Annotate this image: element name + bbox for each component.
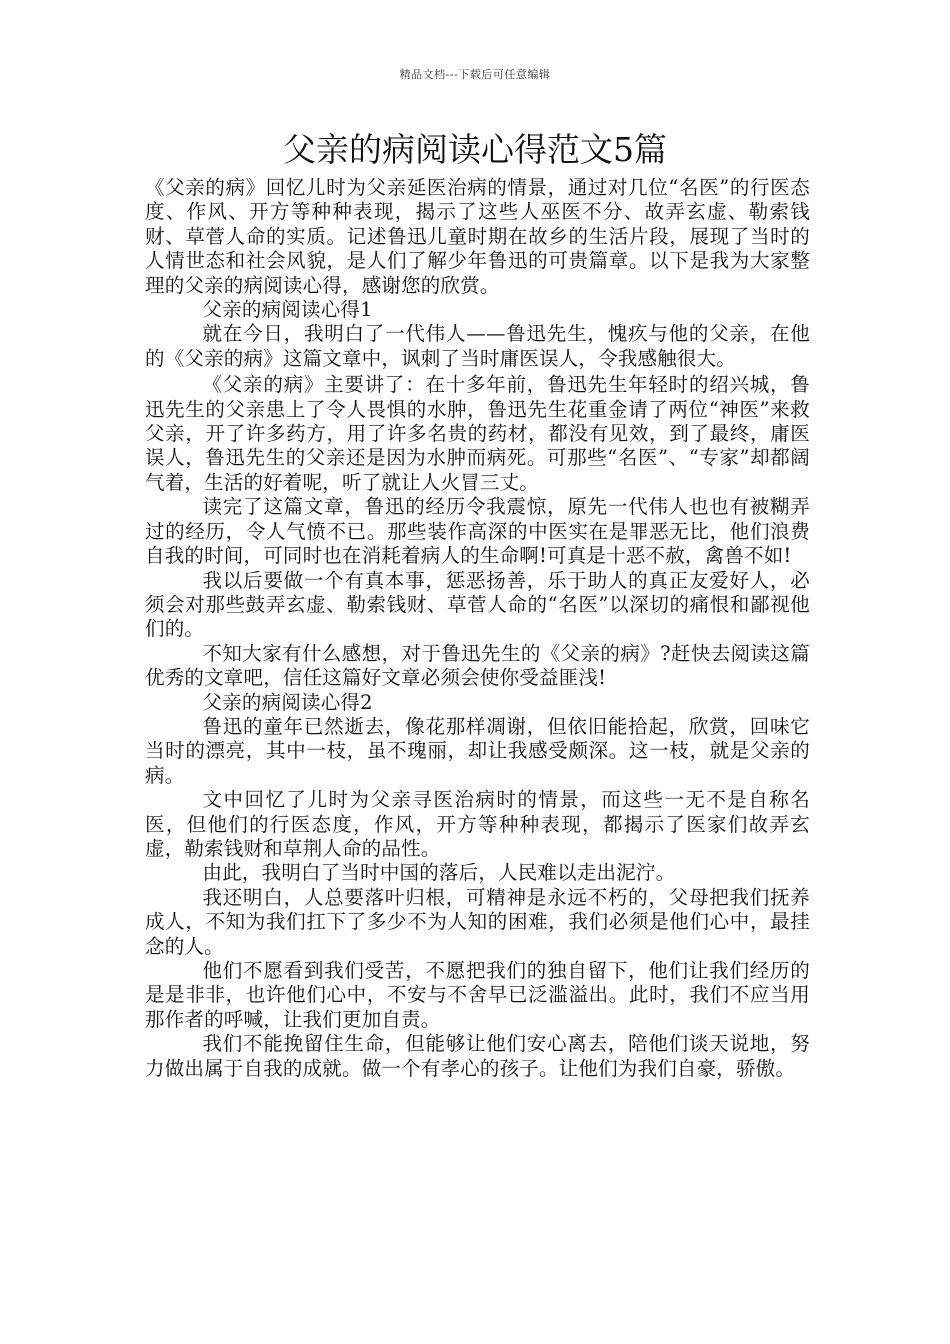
body-paragraph: 《父亲的病》主要讲了：在十多年前，鲁迅先生年轻时的绍兴城，鲁迅先生的父亲患上了令人畏惧的水肿，鲁迅先生花重金请了两位“神医”来救父亲，开了许多药方，用了许多名贵的药材，都没有见效，到了最终，庸医误人，鲁迅先生的父亲还是因为水肿而病死。可那些“名医”、“专家”却都阔气着，生活的好着呢，听了就让人火冒三丈。 — [145, 373, 810, 494]
document-title: 父亲的病阅读心得范文5篇 — [283, 130, 667, 169]
section-heading-2: 父亲的病阅读心得2 — [202, 690, 373, 714]
body-paragraph: 我以后要做一个有真本事，惩恶扬善，乐于助人的真正友爱好人，必须会对那些鼓弄玄虚、勒索钱财、草菅人命的“名医”以深切的痛恨和鄙视他们的。 — [145, 568, 810, 641]
body-paragraph: 我还明白，人总要落叶归根，可精神是永远不朽的，父母把我们抚养成人，不知为我们扛下了多少不为人知的困难，我们必须是他们心中，最挂念的人。 — [145, 885, 810, 958]
body-paragraph: 就在今日，我明白了一代伟人——鲁迅先生，愧疚与他的父亲，在他的《父亲的病》这篇文章中，讽刺了当时庸医误人，令我感触很大。 — [145, 322, 810, 370]
body-paragraph: 由此，我明白了当时中国的落后，人民难以走出泥泞。 — [202, 861, 676, 885]
body-paragraph: 文中回忆了儿时为父亲寻医治病时的情景，而这些一无不是自称名医，但他们的行医态度，作风，开方等种种表现，都揭示了医家们故弄玄虚，勒索钱财和草荆人命的品性。 — [145, 788, 810, 860]
document-body — [145, 176, 810, 1081]
body-paragraph: 不知大家有什么感想，对于鲁迅先生的《父亲的病》?赶快去阅读这篇优秀的文章吧，信任这篇好文章必须会使你受益匪浅! — [145, 641, 810, 690]
section-heading-1: 父亲的病阅读心得1 — [202, 298, 373, 322]
body-paragraph: 我们不能挽留住生命，但能够让他们安心离去，陪他们谈天说地，努力做出属于自我的成就。做一个有孝心的孩子。让他们为我们自豪，骄傲。 — [145, 1032, 810, 1080]
page-header: 精品文档---下载后可任意编辑 — [399, 68, 551, 81]
body-paragraph: 他们不愿看到我们受苦，不愿把我们的独自留下，他们让我们经历的是是非非，也许他们心中，不安与不舍早已泛滥溢出。此时，我们不应当用那作者的呼喊，让我们更加自责。 — [145, 959, 810, 1031]
body-paragraph: 读完了这篇文章，鲁迅的经历令我震惊，原先一代伟人也也有被糊弄过的经历，令人气愤不已。那些装作高深的中医实在是罪恶无比，他们浪费自我的时间，可同时也在消耗着病人的生命啊!可真是十恶不赦，禽兽不如! — [145, 495, 810, 568]
intro-paragraph: 《父亲的病》回忆儿时为父亲延医治病的情景，通过对几位“名医”的行医态度、作风、开方等种种表现，揭示了这些人巫医不分、故弄玄虚、勒索钱财、草菅人命的实质。记述鲁迅儿童时期在故乡的生活片段，展现了当时的人情世态和社会风貌，是人们了解少年鲁迅的可贵篇章。以下是我为大家整理的父亲的病阅读心得，感谢您的欣赏。 — [145, 176, 810, 297]
body-paragraph: 鲁迅的童年已然逝去，像花那样凋谢，但依旧能拾起，欣赏，回味它当时的漂亮，其中一枝，虽不瑰丽，却让我感受颇深。这一枝，就是父亲的病。 — [145, 714, 810, 787]
